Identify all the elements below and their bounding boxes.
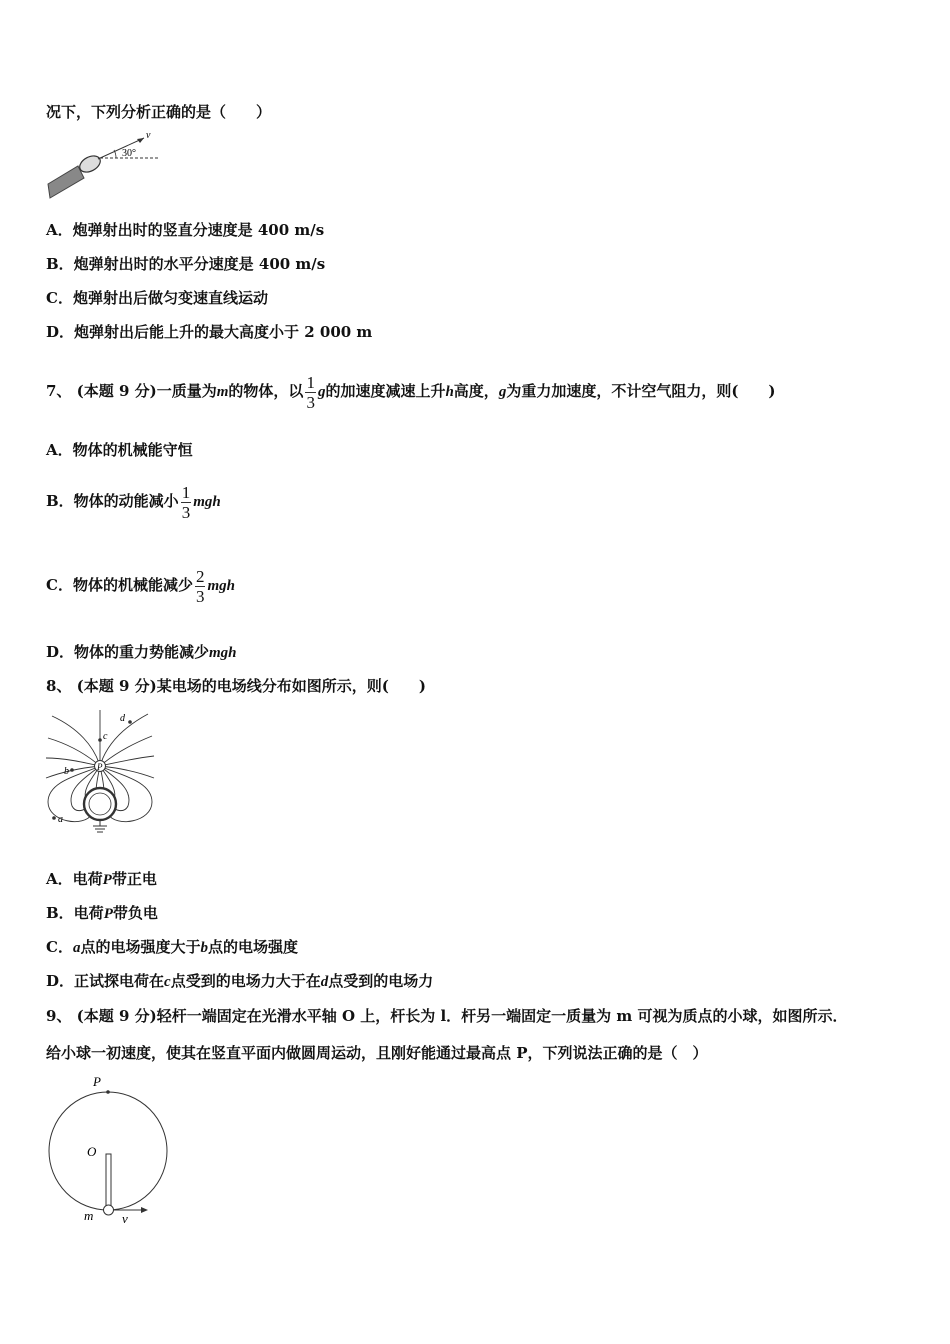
q7-stem-part: 为重力加速度，不计空气阻力，则( ) [506, 382, 776, 400]
label-b: b [64, 766, 69, 777]
q7-stem [46, 362, 776, 421]
q8-option-c [46, 937, 298, 958]
q8-option-d-text: 点受到的电场力 [328, 972, 434, 990]
angle-label: 30° [122, 148, 136, 159]
label-p: P [97, 762, 103, 772]
velocity-label: v [146, 130, 151, 141]
field-line [48, 738, 100, 766]
point-d [128, 720, 132, 724]
q7-option-c-text: C．物体的机械能减少 [46, 576, 193, 594]
cannon-barrel [48, 166, 84, 198]
q6-option-a: A．炮弹射出时的竖直分速度是 400 m/s [46, 221, 325, 239]
label-o: O [87, 1144, 97, 1159]
q8-option-d [46, 971, 433, 992]
label-a: a [58, 814, 63, 825]
q7-option-b [46, 474, 221, 529]
label-p: P [93, 1074, 101, 1089]
var-g: g [317, 384, 326, 400]
q7-option-c [46, 558, 235, 613]
circular-motion-figure [44, 1070, 174, 1230]
point-a [52, 816, 56, 820]
q8-option-a-text: A．电荷 [46, 870, 103, 888]
var-b: b [200, 940, 208, 956]
point-p [106, 1090, 110, 1094]
label-c: c [103, 731, 108, 742]
q6-option-c: C．炮弹射出后做匀变速直线运动 [46, 289, 268, 307]
q7-stem-part: 的物体，以 [228, 382, 304, 400]
q8-option-b-text: B．电荷 [46, 904, 104, 922]
var-p: P [102, 872, 112, 888]
velocity-arrow [98, 138, 144, 159]
q8-option-d-text: D．正试探电荷在 [46, 972, 165, 990]
label-d: d [120, 713, 125, 724]
q8-option-c-text: 点的电场强度大于 [80, 938, 201, 956]
fraction-one-third: $\frac{1}{3}$ [306, 372, 315, 412]
q7-stem-part: 的加速度减速上升 [325, 382, 446, 400]
var-mgh: mgh [209, 645, 237, 661]
q8-option-c-text: 点的电场强度 [207, 938, 298, 956]
q8-option-b-text: 带负电 [112, 904, 158, 922]
intro-text: 况下，下列分析正确的是（ ） [46, 103, 272, 121]
q8-option-d-text: 点受到的电场力大于在 [170, 972, 321, 990]
q9-stem-line2: 给小球一初速度，使其在竖直平面内做圆周运动，且刚好能通过最高点 P，下列说法正确的是（ ） [46, 1044, 708, 1062]
var-mgh: mgh [193, 494, 221, 510]
q9-stem-line1: 9、 (本题 9 分)轻杆一端固定在光滑水平轴 O 上，杆长为 l．杆另一端固定一质量为 m 可视为质点的小球，如图所示． [46, 1007, 848, 1025]
q7-option-b-text: B．物体的动能减小 [46, 492, 179, 510]
var-mgh: mgh [207, 578, 235, 594]
q7-stem-part: 高度， [453, 382, 499, 400]
electric-field-figure [44, 706, 156, 836]
var-d: d [320, 974, 329, 990]
q6-option-b: B．炮弹射出时的水平分速度是 400 m/s [46, 255, 326, 273]
field-line [100, 736, 152, 766]
label-m: m [84, 1208, 94, 1223]
cannon-figure [44, 128, 164, 200]
var-h: h [445, 384, 454, 400]
q7-option-d [46, 642, 237, 663]
point-b [70, 768, 74, 772]
var-m: m [216, 384, 229, 400]
light-rod [106, 1154, 111, 1208]
ball-m [104, 1205, 114, 1215]
q7-stem-part: 7、 (本题 9 分)一质量为 [46, 382, 217, 400]
var-a: a [72, 940, 81, 956]
q8-option-c-text: C． [46, 938, 73, 956]
fraction-one-third: $\frac{1}{3}$ [181, 482, 191, 522]
fraction-two-thirds: $\frac{2}{3}$ [195, 566, 205, 606]
q7-option-d-text: D．物体的重力势能减少 [46, 643, 210, 661]
q8-option-b [46, 903, 158, 924]
label-v: v [122, 1211, 128, 1226]
q7-option-a: A．物体的机械能守恒 [46, 441, 193, 459]
q8-option-a-text: 带正电 [111, 870, 157, 888]
q6-option-d: D．炮弹射出后能上升的最大高度小于 2 000 m [46, 323, 373, 341]
var-g: g [498, 384, 507, 400]
field-line [100, 756, 154, 766]
var-c: c [164, 974, 171, 990]
q8-option-a [46, 869, 157, 890]
q8-stem: 8、 (本题 9 分)某电场的电场线分布如图所示，则( ) [46, 677, 426, 695]
var-p: P [103, 906, 113, 922]
point-c [98, 738, 102, 742]
